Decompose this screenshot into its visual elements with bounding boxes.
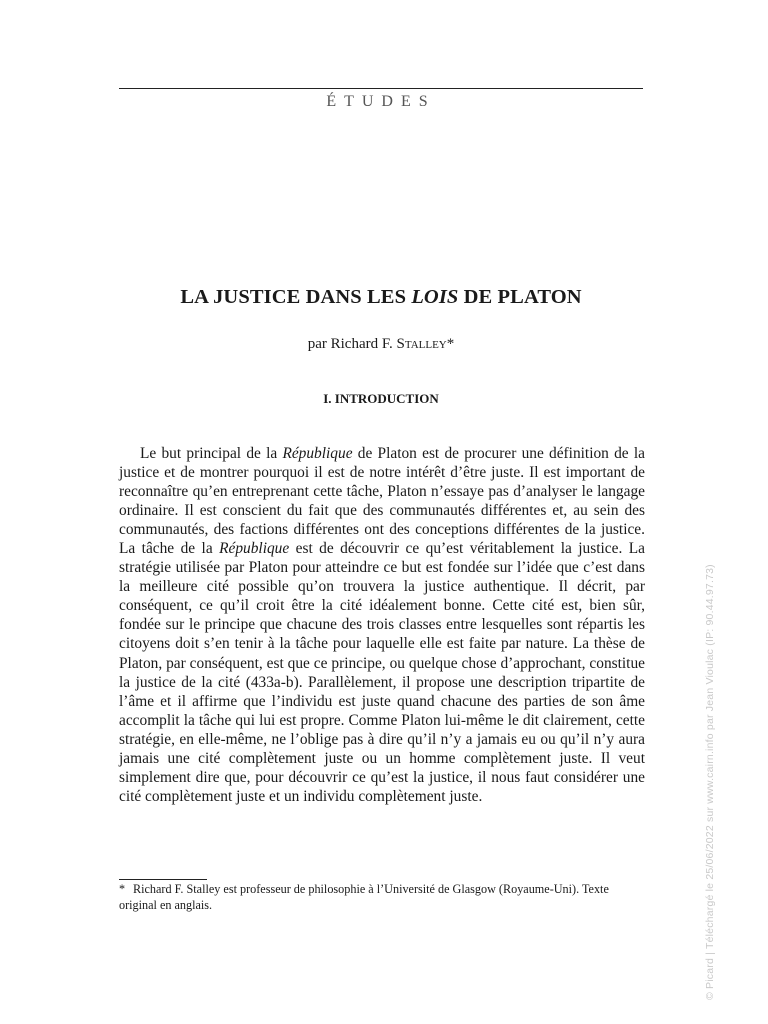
footnote-mark: * [119, 882, 126, 896]
title-italic-part: LOIS [411, 286, 459, 308]
section-heading: ÉTUDES [326, 93, 436, 110]
footnote-text: Richard F. Stalley est professeur de philosophie à l’Université de Glasgow (Royaume-Uni). Texte original en anglais. [119, 882, 609, 912]
article-title [100, 286, 662, 309]
italic-work-title-1: République [282, 445, 353, 462]
author-surname: Stalley [396, 336, 447, 352]
title-part-1: LA JUSTICE DANS LES [180, 286, 412, 308]
title-part-2: DE PLATON [458, 286, 582, 308]
header-rule [119, 88, 643, 89]
paragraph-text-3: est de découvrir ce qu’est véritablement la justice. La stratégie utilisée par Platon pour atteindre ce but est fondée sur l’idée que c’est dans la meilleure cité possible qu’on trouvera la justice authentique. Il décrit, par conséquent, ce qu’il croit être la cité idéalement bonne. Cette cité est, bien sûr, fondée sur le principe que chacune des trois classes entre lesquelles sont répartis les citoyens doit s’en tenir à la tâche pour laquelle elle est faite par nature. La thèse de Platon, par conséquent, est que ce principe, ou quelque chose d’approchant, constitue la justice de la cité (433a-b). Parallèlement, il propose une description tripartite de l’âme et il affirme que l’individu est juste quand chacune des parties de son âme accomplit la tâche qui lui est propre. Comme Platon lui-même le dit clairement, cette stratégie, en elle-même, ne l’oblige pas à dire qu’il n’y a jamais eu ou qu’il n’y aura jamais une cité complètement juste ou un homme complètement juste. Il veut simplement dire que, pour découvrir ce qu’est la justice, il nous faut considérer une cité complètement juste et un individu complètement juste. [119, 540, 645, 805]
body-paragraph [119, 444, 645, 806]
italic-work-title-2: République [219, 540, 290, 558]
paragraph-text-1: Le but principal de la [140, 445, 283, 462]
footnote-reference[interactable]: * [446, 336, 455, 352]
download-watermark: © Picard | Téléchargé le 25/06/2022 sur www.cairn.info par Jean Vioulac (IP: 90.44.97.73) [704, 564, 716, 1000]
byline-prefix: par Richard F. [307, 336, 397, 352]
paragraph-text-2: de Platon est de procurer une définition de la justice et de montrer pourquoi il est de notre intérêt d’être juste. Il est important de reconnaître qu’en entreprenant cette tâche, Platon n’essaye pas d’analyser le langage ordinaire. Il est conscient du fait que des communautés différentes et, au sein des communautés, des factions différentes ont des conceptions différentes de la justice. La tâche de la [119, 445, 645, 558]
footnote [119, 881, 645, 913]
author-byline [119, 336, 643, 353]
footnote-rule [119, 879, 207, 880]
section-title: I. INTRODUCTION [323, 391, 439, 406]
